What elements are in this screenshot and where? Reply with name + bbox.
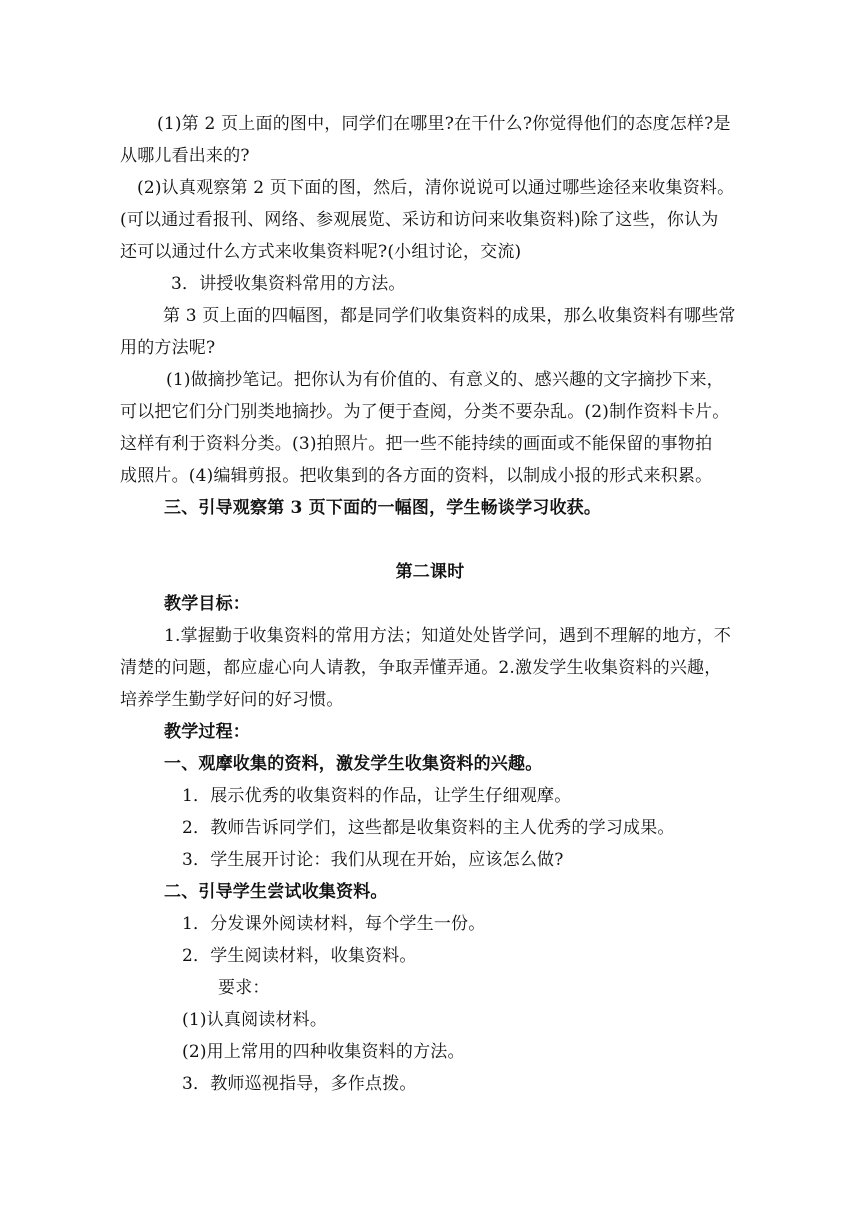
section-heading: 教学目标：: [164, 594, 250, 614]
text-line: 成照片。(4)编辑剪报。把收集到的各方面的资料，以制成小报的形式来积累。: [120, 466, 713, 486]
text-line: (1)第 2 页上面的图中，同学们在哪里?在干什么?你觉得他们的态度怎样?是: [157, 114, 731, 134]
text-line: 第 3 页上面的四幅图，都是同学们收集资料的成果，那么收集资料有哪些常: [163, 306, 736, 326]
text-line: 培养学生勤学好问的好习惯。: [120, 690, 344, 710]
text-line: (2)认真观察第 2 页下面的图，然后，清你说说可以通过哪些途径来收集资料。: [137, 178, 735, 198]
list-item: 3．学生展开讨论：我们从现在开始，应该怎么做?: [182, 850, 564, 870]
section-heading: 一、观摩收集的资料，激发学生收集资料的兴趣。: [164, 754, 543, 774]
text-line: 清楚的问题，都应虚心向人请教，争取弄懂弄通。2.激发学生收集资料的兴趣，: [120, 658, 722, 678]
text-line: 1.掌握勤于收集资料的常用方法；知道处处皆学问，遇到不理解的地方，不: [164, 626, 732, 646]
text-line: 从哪儿看出来的?: [120, 146, 250, 166]
list-item: 2．教师告诉同学们，这些都是收集资料的主人优秀的学习成果。: [182, 818, 675, 838]
text-line: (可以通过看报刊、网络、参观展览、采访和访问来收集资料)除了这些，你认为: [120, 210, 719, 230]
text-line: 用的方法呢?: [120, 338, 216, 358]
section-heading: 三、引导观察第 3 页下面的一幅图，学生畅谈学习收获。: [164, 498, 602, 518]
text-line: 3．讲授收集资料常用的方法。: [171, 274, 406, 294]
list-item: (1)认真阅读材料。: [182, 1010, 328, 1030]
section-heading: 二、引导学生尝试收集资料。: [164, 882, 388, 902]
list-item: 3．教师巡视指导，多作点拨。: [182, 1074, 417, 1094]
text-line: 要求：: [218, 978, 270, 998]
text-line: 这样有利于资料分类。(3)拍照片。把一些不能持续的画面或不能保留的事物拍: [120, 434, 713, 454]
list-item: 1．展示优秀的收集资料的作品，让学生仔细观摩。: [182, 786, 572, 806]
text-line: (1)做摘抄笔记。把你认为有价值的、有意义的、感兴趣的文字摘抄下来，: [166, 370, 724, 390]
text-line: 可以把它们分门别类地摘抄。为了便于查阅，分类不要杂乱。(2)制作资料卡片。: [120, 402, 730, 422]
list-item: 1．分发课外阅读材料，每个学生一份。: [182, 914, 486, 934]
list-item: 2．学生阅读材料，收集资料。: [182, 946, 417, 966]
lesson-title: 第二课时: [395, 562, 465, 582]
list-item: (2)用上常用的四种收集资料的方法。: [182, 1042, 465, 1062]
text-line: 还可以通过什么方式来收集资料呢?(小组讨论，交流): [120, 242, 522, 262]
section-heading: 教学过程：: [164, 722, 250, 742]
